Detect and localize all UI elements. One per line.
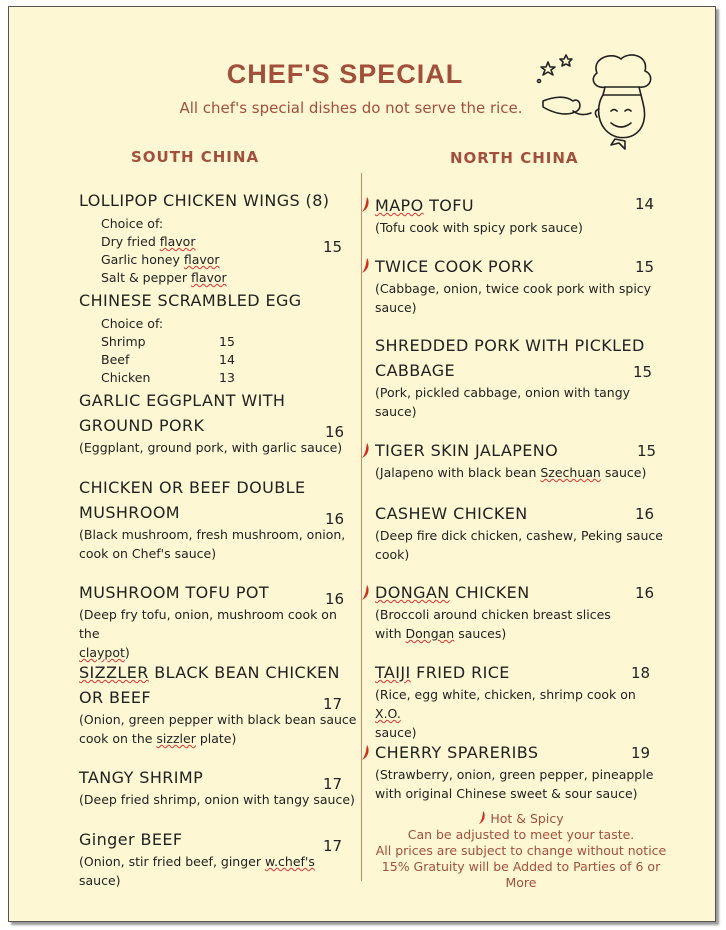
item-description-line1: (Onion, green pepper with black bean sauce bbox=[79, 712, 357, 727]
menu-item-tiger-skin-jalapeno bbox=[375, 438, 665, 482]
item-name: TWICE COOK PORK bbox=[375, 257, 534, 276]
choice-label: Choice of: bbox=[101, 216, 164, 231]
item-name-line2: OR BEEF bbox=[79, 688, 151, 707]
item-price: 16 bbox=[325, 510, 345, 528]
menu-page bbox=[8, 6, 716, 922]
option-garlic-honey: Garlic honey flavor bbox=[101, 252, 220, 267]
item-description-line1: (Broccoli around chicken breast slices bbox=[375, 607, 611, 622]
item-description-line2: with original Chinese sweet & sour sauce) bbox=[375, 786, 638, 801]
item-price: 15 bbox=[637, 442, 657, 460]
item-name: TIGER SKIN JALAPENO bbox=[375, 441, 559, 460]
item-description-line2: cook on the sizzler plate) bbox=[79, 731, 237, 746]
menu-item-mapo-tofu bbox=[375, 193, 655, 237]
item-name-line1: SIZZLER BLACK BEAN CHICKEN bbox=[79, 663, 340, 682]
option-dry-fried: Dry fried flavor bbox=[101, 234, 196, 249]
item-description-line2: sauce) bbox=[375, 725, 417, 740]
item-description-line1: (Deep fry tofu, onion, mushroom cook on the bbox=[79, 607, 337, 641]
menu-item-mushroom-tofu-pot bbox=[79, 580, 359, 662]
item-name: CHERRY SPARERIBS bbox=[375, 743, 539, 762]
menu-item-sizzler-black-bean bbox=[79, 660, 359, 748]
chili-pepper-icon bbox=[361, 258, 370, 274]
column-heading-south: SOUTH CHINA bbox=[131, 148, 260, 166]
item-description-line2: claypot) bbox=[79, 645, 130, 660]
item-name-line2: MUSHROOM bbox=[79, 503, 181, 522]
item-name-line2: CABBAGE bbox=[375, 361, 456, 380]
item-price: 19 bbox=[631, 744, 651, 762]
item-name-line2: GROUND PORK bbox=[79, 416, 205, 435]
item-price: 14 bbox=[635, 195, 655, 213]
item-description: (Tofu cook with spicy pork sauce) bbox=[375, 220, 583, 235]
choice-label: Choice of: bbox=[101, 316, 164, 331]
item-price: 15 bbox=[635, 258, 655, 276]
menu-item-lollipop-chicken-wings bbox=[79, 188, 349, 287]
item-description-line2: cook) bbox=[375, 547, 410, 562]
menu-item-garlic-eggplant bbox=[79, 388, 349, 457]
menu-item-chinese-scrambled-egg bbox=[79, 288, 349, 387]
column-heading-north: NORTH CHINA bbox=[450, 149, 579, 167]
item-name: TANGY SHRIMP bbox=[79, 768, 204, 787]
option-beef: Beef 14 bbox=[101, 352, 235, 367]
item-description-line1: (Deep fire dick chicken, cashew, Peking sauce bbox=[375, 528, 663, 543]
item-name-line1: SHREDDED PORK WITH PICKLED bbox=[375, 336, 645, 355]
item-description: (Jalapeno with black bean Szechuan sauce) bbox=[375, 465, 647, 480]
item-price: 18 bbox=[631, 664, 651, 682]
item-name: DONGAN CHICKEN bbox=[375, 583, 530, 602]
item-price: 16 bbox=[635, 505, 655, 523]
item-description-line1: (Black mushroom, fresh mushroom, onion, bbox=[79, 527, 346, 542]
chili-pepper-icon bbox=[478, 811, 486, 825]
menu-item-cashew-chicken bbox=[375, 501, 665, 564]
item-price: 17 bbox=[323, 837, 343, 855]
chili-pepper-icon bbox=[361, 745, 370, 761]
column-divider bbox=[361, 173, 362, 881]
chili-pepper-icon bbox=[361, 197, 370, 213]
item-description-line1: (Cabbage, onion, twice cook pork with spicy bbox=[375, 281, 652, 296]
legend-text: Hot & Spicy bbox=[490, 811, 564, 826]
menu-item-double-mushroom bbox=[79, 475, 359, 563]
item-name: Ginger BEEF bbox=[79, 830, 183, 849]
item-name: MAPO TOFU bbox=[375, 196, 474, 215]
menu-item-ginger-beef bbox=[79, 827, 359, 890]
menu-item-tangy-shrimp bbox=[79, 765, 359, 809]
footer-note-prices: All prices are subject to change without notice bbox=[375, 843, 667, 858]
option-chicken: Chicken 13 bbox=[101, 370, 235, 385]
menu-item-twice-cook-pork bbox=[375, 254, 665, 317]
item-price: 16 bbox=[635, 584, 655, 602]
item-name: CASHEW CHICKEN bbox=[375, 504, 528, 523]
item-description: (Onion, stir fried beef, ginger w.chef's sauce) bbox=[79, 854, 315, 888]
item-description-line2: sauce) bbox=[375, 404, 417, 419]
chili-pepper-icon bbox=[361, 443, 370, 459]
menu-item-cherry-spareribs bbox=[375, 740, 665, 803]
item-name: TAIJI FRIED RICE bbox=[375, 663, 510, 682]
chef-mascot-icon bbox=[531, 51, 671, 151]
option-shrimp: Shrimp 15 bbox=[101, 334, 235, 349]
footer-note-gratuity: 15% Gratuity will be Added to Parties of 6 or More bbox=[381, 859, 661, 890]
item-description: (Eggplant, ground pork, with garlic sauce) bbox=[79, 440, 343, 455]
menu-item-dongan-chicken bbox=[375, 580, 665, 643]
item-name-line1: CHICKEN OR BEEF DOUBLE bbox=[79, 478, 306, 497]
item-name: LOLLIPOP CHICKEN WINGS (8) bbox=[79, 191, 330, 210]
spicy-legend bbox=[371, 811, 671, 827]
menu-item-shredded-pork bbox=[375, 333, 665, 421]
option-salt-pepper: Salt & pepper flavor bbox=[101, 270, 227, 285]
item-name: MUSHROOM TOFU POT bbox=[79, 583, 270, 602]
chili-pepper-icon bbox=[361, 585, 370, 601]
item-price: 16 bbox=[325, 423, 345, 441]
page-title: CHEF'S SPECIAL bbox=[226, 59, 464, 89]
item-name-line1: GARLIC EGGPLANT WITH bbox=[79, 391, 286, 410]
item-description-line2: with Dongan sauces) bbox=[375, 626, 507, 641]
item-price: 15 bbox=[323, 238, 343, 256]
item-price: 17 bbox=[323, 695, 343, 713]
footer-note-adjust: Can be adjusted to meet your taste. bbox=[407, 827, 635, 842]
item-description-line2: cook on Chef's sauce) bbox=[79, 546, 217, 561]
menu-item-taiji-fried-rice bbox=[375, 660, 665, 742]
item-price: 15 bbox=[633, 363, 653, 381]
item-name: CHINESE SCRAMBLED EGG bbox=[79, 291, 302, 310]
page-subtitle: All chef's special dishes do not serve the rice. bbox=[179, 99, 523, 117]
item-description-line1: (Pork, pickled cabbage, onion with tangy bbox=[375, 385, 631, 400]
item-price: 16 bbox=[325, 590, 345, 608]
item-description-line2: sauce) bbox=[375, 300, 417, 315]
item-price: 17 bbox=[323, 775, 343, 793]
item-description-line1: (Strawberry, onion, green pepper, pineapple bbox=[375, 767, 654, 782]
item-description: (Deep fried shrimp, onion with tangy sauce) bbox=[79, 792, 355, 807]
item-description-line1: (Rice, egg white, chicken, shrimp cook on X.O. bbox=[375, 687, 636, 721]
